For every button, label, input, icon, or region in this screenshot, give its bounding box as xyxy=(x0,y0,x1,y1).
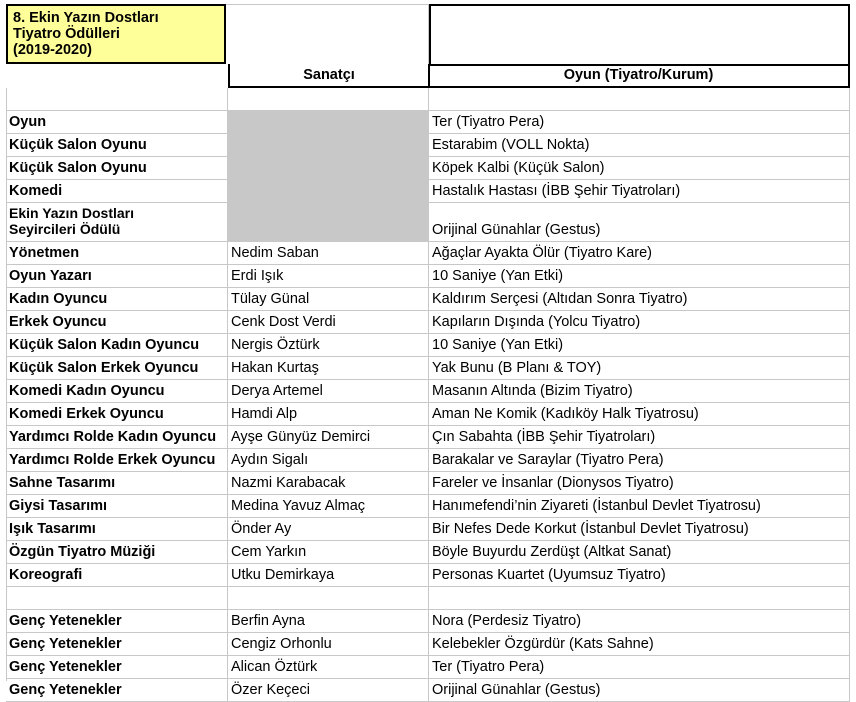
category-cell[interactable]: Küçük Salon Oyunu xyxy=(6,157,228,179)
play-cell[interactable]: 10 Saniye (Yan Etki) xyxy=(429,334,850,356)
category-cell[interactable]: Yönetmen xyxy=(6,242,228,264)
column-header-artist[interactable]: Sanatçı xyxy=(228,64,430,88)
table-row xyxy=(6,541,850,564)
table-row xyxy=(6,311,850,334)
table-row xyxy=(6,518,850,541)
title-cell[interactable] xyxy=(6,4,226,64)
table-row xyxy=(6,610,850,633)
table-row xyxy=(6,679,850,702)
category-cell[interactable]: Genç Yetenekler xyxy=(6,633,228,655)
play-cell[interactable]: Kaldırım Serçesi (Altıdan Sonra Tiyatro) xyxy=(429,288,850,310)
table-row xyxy=(6,88,850,111)
table-row xyxy=(6,334,850,357)
category-cell[interactable]: Genç Yetenekler xyxy=(6,610,228,632)
play-cell[interactable]: Bir Nefes Dede Korkut (İstanbul Devlet Tiyatrosu) xyxy=(429,518,850,540)
category-cell[interactable]: Yardımcı Rolde Kadın Oyuncu xyxy=(6,426,228,448)
table-row xyxy=(6,449,850,472)
artist-cell[interactable]: Ayşe Günyüz Demirci xyxy=(228,426,429,448)
table-row xyxy=(6,157,850,180)
artist-cell[interactable]: Aydın Sigalı xyxy=(228,449,429,471)
table-row xyxy=(6,472,850,495)
category-cell[interactable] xyxy=(6,88,228,110)
artist-cell[interactable]: Erdi Işık xyxy=(228,265,429,287)
category-cell[interactable]: Küçük Salon Erkek Oyuncu xyxy=(6,357,228,379)
artist-cell[interactable]: Derya Artemel xyxy=(228,380,429,402)
play-cell[interactable]: Personas Kuartet (Uyumsuz Tiyatro) xyxy=(429,564,850,586)
play-cell[interactable]: Ter (Tiyatro Pera) xyxy=(429,656,850,678)
play-cell[interactable]: Hanımefendi’nin Ziyareti (İstanbul Devlet Tiyatrosu) xyxy=(429,495,850,517)
category-cell[interactable]: Özgün Tiyatro Müziği xyxy=(6,541,228,563)
artist-cell[interactable]: Nergis Öztürk xyxy=(228,334,429,356)
play-cell[interactable]: Kelebekler Özgürdür (Kats Sahne) xyxy=(429,633,850,655)
category-cell[interactable]: Ekin Yazın Dostları Seyircileri Ödülü xyxy=(6,203,228,241)
table-row xyxy=(6,564,850,587)
artist-cell[interactable] xyxy=(228,111,429,133)
play-cell[interactable]: Orijinal Günahlar (Gestus) xyxy=(429,679,850,701)
table-row xyxy=(6,633,850,656)
category-cell[interactable]: Erkek Oyuncu xyxy=(6,311,228,333)
category-cell[interactable]: Işık Tasarımı xyxy=(6,518,228,540)
play-cell[interactable]: Köpek Kalbi (Küçük Salon) xyxy=(429,157,850,179)
artist-cell[interactable]: Utku Demirkaya xyxy=(228,564,429,586)
play-cell[interactable]: Ağaçlar Ayakta Ölür (Tiyatro Kare) xyxy=(429,242,850,264)
column-header-play[interactable]: Oyun (Tiyatro/Kurum) xyxy=(429,64,850,88)
artist-cell[interactable] xyxy=(228,88,429,110)
category-cell[interactable]: Giysi Tasarımı xyxy=(6,495,228,517)
category-cell[interactable]: Komedi xyxy=(6,180,228,202)
play-cell[interactable]: Ter (Tiyatro Pera) xyxy=(429,111,850,133)
category-cell[interactable]: Kadın Oyuncu xyxy=(6,288,228,310)
artist-cell[interactable]: Cengiz Orhonlu xyxy=(228,633,429,655)
category-cell[interactable]: Sahne Tasarımı xyxy=(6,472,228,494)
title-line-2: Tiyatro Ödülleri xyxy=(13,26,120,42)
play-cell[interactable]: Yak Bunu (B Planı & TOY) xyxy=(429,357,850,379)
artist-cell[interactable] xyxy=(228,157,429,179)
category-cell[interactable]: Komedi Erkek Oyuncu xyxy=(6,403,228,425)
table-row xyxy=(6,403,850,426)
artist-cell[interactable]: Özer Keçeci xyxy=(228,679,429,701)
play-cell[interactable]: Böyle Buyurdu Zerdüşt (Altkat Sanat) xyxy=(429,541,850,563)
category-cell[interactable]: Oyun Yazarı xyxy=(6,265,228,287)
artist-cell[interactable]: Hamdi Alp xyxy=(228,403,429,425)
title-line-3: (2019-2020) xyxy=(13,42,92,58)
play-cell[interactable]: Barakalar ve Saraylar (Tiyatro Pera) xyxy=(429,449,850,471)
play-cell[interactable]: Masanın Altında (Bizim Tiyatro) xyxy=(429,380,850,402)
table-row xyxy=(6,265,850,288)
category-cell[interactable]: Genç Yetenekler xyxy=(6,679,228,701)
play-cell[interactable]: Estarabim (VOLL Nokta) xyxy=(429,134,850,156)
play-cell[interactable] xyxy=(429,88,850,110)
table-row xyxy=(6,587,850,610)
artist-cell[interactable]: Cenk Dost Verdi xyxy=(228,311,429,333)
title-line-1: 8. Ekin Yazın Dostları xyxy=(13,10,159,26)
awards-table xyxy=(6,88,850,702)
artist-cell[interactable]: Medina Yavuz Almaç xyxy=(228,495,429,517)
play-cell[interactable]: Fareler ve İnsanlar (Dionysos Tiyatro) xyxy=(429,472,850,494)
artist-cell[interactable] xyxy=(228,587,429,609)
category-cell[interactable]: Küçük Salon Oyunu xyxy=(6,134,228,156)
play-cell[interactable]: Orijinal Günahlar (Gestus) xyxy=(429,203,850,241)
table-row xyxy=(6,242,850,265)
table-row xyxy=(6,495,850,518)
table-row xyxy=(6,134,850,157)
play-cell[interactable]: Nora (Perdesiz Tiyatro) xyxy=(429,610,850,632)
table-row xyxy=(6,203,850,242)
artist-cell[interactable]: Tülay Günal xyxy=(228,288,429,310)
table-row xyxy=(6,288,850,311)
artist-cell[interactable] xyxy=(228,134,429,156)
category-cell[interactable]: Komedi Kadın Oyuncu xyxy=(6,380,228,402)
category-cell[interactable]: Küçük Salon Kadın Oyuncu xyxy=(6,334,228,356)
table-row xyxy=(6,426,850,449)
artist-cell[interactable]: Hakan Kurtaş xyxy=(228,357,429,379)
empty-header-cell[interactable] xyxy=(226,4,429,64)
table-row xyxy=(6,380,850,403)
category-cell[interactable]: Oyun xyxy=(6,111,228,133)
table-row xyxy=(6,357,850,380)
play-cell[interactable]: 10 Saniye (Yan Etki) xyxy=(429,265,850,287)
category-cell[interactable]: Yardımcı Rolde Erkek Oyuncu xyxy=(6,449,228,471)
play-cell[interactable]: Aman Ne Komik (Kadıköy Halk Tiyatrosu) xyxy=(429,403,850,425)
artist-cell[interactable]: Alican Öztürk xyxy=(228,656,429,678)
artist-cell[interactable]: Nazmi Karabacak xyxy=(228,472,429,494)
play-cell[interactable]: Çın Sabahta (İBB Şehir Tiyatroları) xyxy=(429,426,850,448)
empty-boxed-cell[interactable] xyxy=(429,4,850,66)
play-cell[interactable]: Kapıların Dışında (Yolcu Tiyatro) xyxy=(429,311,850,333)
table-row xyxy=(6,180,850,203)
artist-cell[interactable]: Nedim Saban xyxy=(228,242,429,264)
artist-cell[interactable]: Berfin Ayna xyxy=(228,610,429,632)
artist-cell[interactable]: Cem Yarkın xyxy=(228,541,429,563)
artist-cell[interactable] xyxy=(228,203,429,241)
artist-cell[interactable] xyxy=(228,180,429,202)
table-row xyxy=(6,111,850,134)
play-cell[interactable]: Hastalık Hastası (İBB Şehir Tiyatroları) xyxy=(429,180,850,202)
table-row xyxy=(6,656,850,679)
category-cell[interactable]: Koreografi xyxy=(6,564,228,586)
category-cell[interactable] xyxy=(6,587,228,609)
category-cell[interactable]: Genç Yetenekler xyxy=(6,656,228,678)
artist-cell[interactable]: Önder Ay xyxy=(228,518,429,540)
play-cell[interactable] xyxy=(429,587,850,609)
